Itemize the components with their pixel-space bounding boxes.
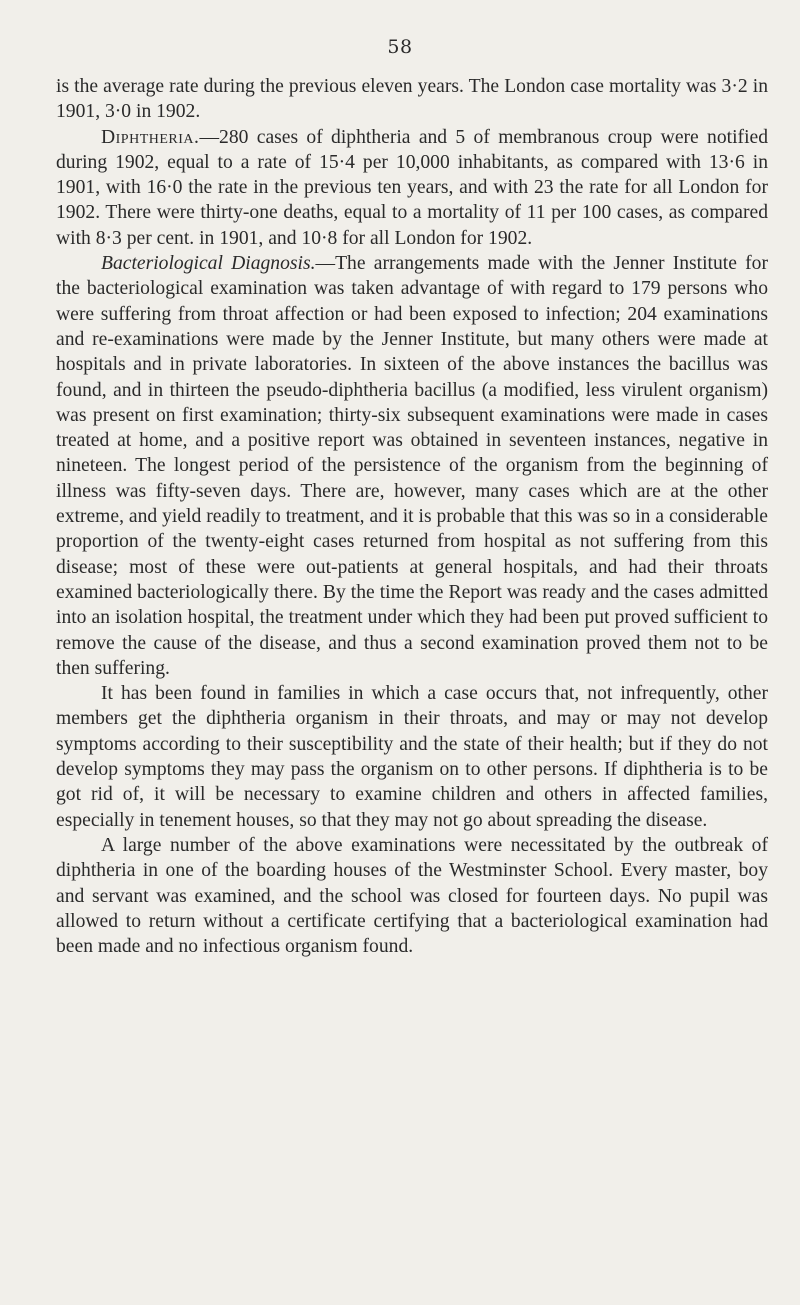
paragraph-text: —The arrangements made with the Jenner Institute for the bacteriological examination was taken advantage of with regard to 179 persons who were suffering from throat affection or had been exposed to infection; 204 examinations and re-examinations were made by the Jenner Institute, but many others were made at hospitals and in private laboratories. In sixteen of the above instances the bacillus was found, and in thirteen the pseudo-diphtheria bacillus (a modified, less virulent organism) was present on first examination; thirty-six subsequent examinations were made in cases treated at home, and a positive report was obtained in seventeen instances, negative in nineteen. The longest period of the persistence of the organism from the beginning of illness was fifty-seven days. There are, however, many cases which are at the other extreme, and yield readily to treatment, and it is probable that this was so in a considerable proportion of the twenty-eight cases returned from hospital as not suffering from this disease; most of these were out-patients at general hospitals, and had their throats examined bacteriologically there. By the time the Report was ready and the cases admitted into an isolation hospital, the treatment under which they had been put proved sufficient to remove the cause of the disease, and thus a second examination proved them not to be then suffering. — [56, 253, 768, 679]
paragraph-case-mortality — [56, 74, 768, 125]
section-heading-bacteriological-diagnosis: Bacteriological Diagnosis. — [101, 253, 316, 275]
paragraph-westminster-school — [56, 833, 768, 959]
paragraph-bacteriological-diagnosis — [56, 251, 768, 681]
paragraph-families — [56, 681, 768, 833]
paragraph-diphtheria — [56, 125, 768, 251]
body-text — [56, 74, 768, 959]
page-number: 58 — [387, 36, 413, 58]
section-heading-diphtheria: Diphtheria. — [101, 126, 200, 148]
paragraph-text: is the average rate during the previous eleven years. The London case mortality was 3·2 in 1901, 3·0 in 1902. — [56, 76, 768, 123]
paragraph-text: It has been found in families in which a case occurs that, not infrequently, other members get the diphtheria organism in their throats, and may or may not develop symptoms according to their susceptibility and the state of their health; but if they do not develop symptoms they may pass the organism on to other persons. If diphtheria is to be got rid of, it will be necessary to examine children and others in affected families, especially in tenement houses, so that they may not go about spreading the disease. — [56, 683, 768, 831]
paragraph-text: —280 cases of diphtheria and 5 of membranous croup were notified during 1902, equal to a rate of 15·4 per 10,000 inhabitants, as compared with 13·6 in 1901, with 16·0 the rate in the previous ten years, and with 23 the rate for all London for 1902. There were thirty-one deaths, equal to a mortality of 11 per 100 cases, as compared with 8·3 per cent. in 1901, and 10·8 for all London for 1902. — [56, 126, 768, 249]
paragraph-text: A large number of the above examinations were necessitated by the outbreak of diphtheria in one of the boarding houses of the Westminster School. Every master, boy and servant was examined, and the school was closed for fourteen days. No pupil was allowed to return without a certificate certifying that a bacteriological examination had been made and no infectious organism found. — [56, 834, 768, 958]
